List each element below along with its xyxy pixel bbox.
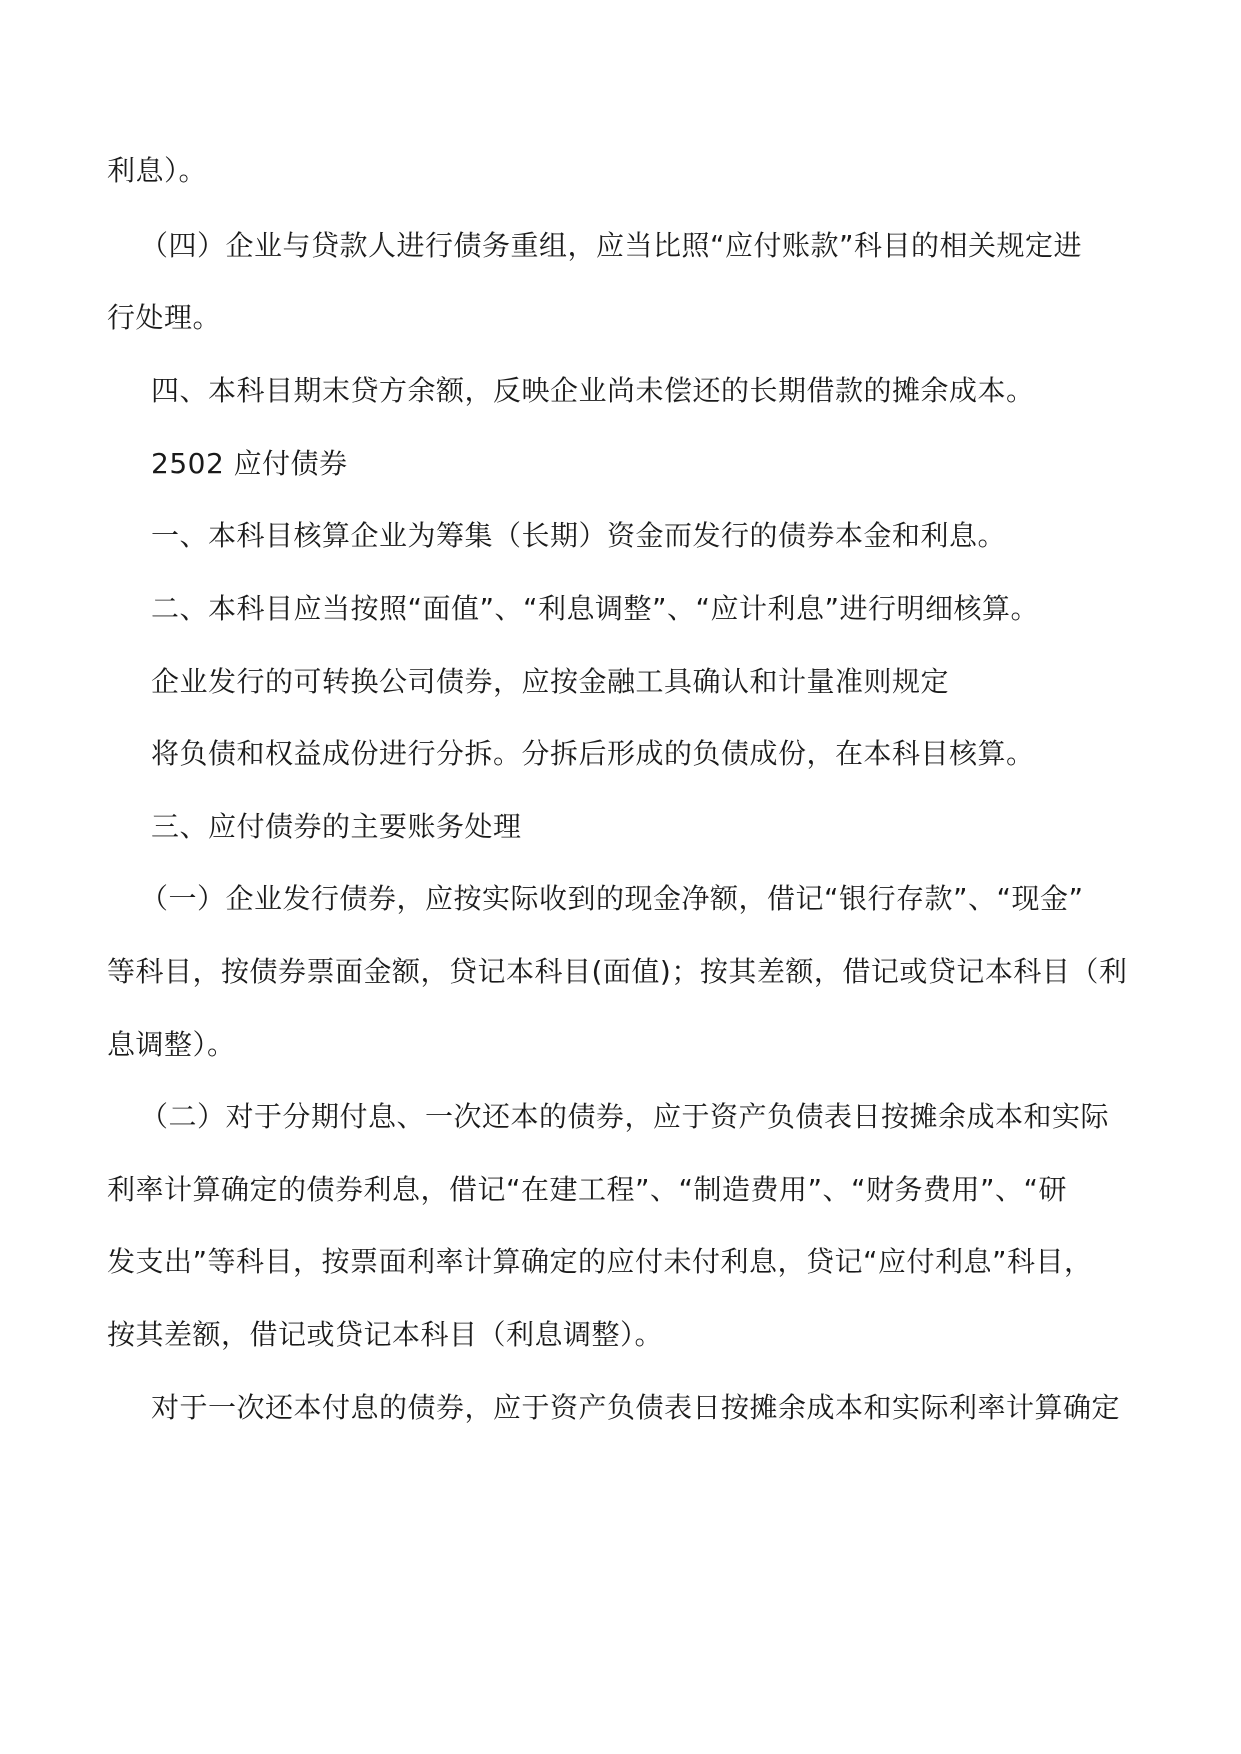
text-line: 等科目，按债券票面金额，贷记本科目(面值)；按其差额，借记或贷记本科目（利 (107, 955, 1128, 988)
text-line: （一）企业发行债券，应按实际收到的现金净额，借记“银行存款”、“现金” (140, 882, 1084, 915)
text-line: 按其差额，借记或贷记本科目（利息调整）。 (107, 1318, 664, 1351)
text-line: 将负债和权益成份进行分拆。分拆后形成的负债成份，在本科目核算。 (151, 737, 1035, 770)
text-line: 发支出”等科目，按票面利率计算确定的应付未付利息，贷记“应付利息”科目， (107, 1245, 1093, 1278)
text-line: 利息）。 (107, 154, 208, 187)
text-line: （四）企业与贷款人进行债务重组，应当比照“应付账款”科目的相关规定进 (140, 229, 1083, 262)
text-line: 息调整）。 (107, 1028, 236, 1061)
text-line: 三、应付债券的主要账务处理 (151, 810, 522, 843)
text-line: 企业发行的可转换公司债券，应按金融工具确认和计量准则规定 (151, 665, 950, 698)
section-heading: 2502 应付债券 (151, 447, 348, 480)
text-line: 行处理。 (107, 301, 222, 334)
text-line: 利率计算确定的债券利息，借记“在建工程”、“制造费用”、“财务费用”、“研 (107, 1173, 1068, 1206)
text-line: 四、本科目期末贷方余额，反映企业尚未偿还的长期借款的摊余成本。 (151, 374, 1035, 407)
text-line: （二）对于分期付息、一次还本的债券，应于资产负债表日按摊余成本和实际 (140, 1100, 1110, 1133)
text-line: 二、本科目应当按照“面值”、“利息调整”、“应计利息”进行明细核算。 (151, 592, 1040, 625)
text-line: 对于一次还本付息的债券，应于资产负债表日按摊余成本和实际利率计算确定 (151, 1391, 1121, 1424)
text-line: 一、本科目核算企业为筹集（长期）资金而发行的债券本金和利息。 (151, 519, 1007, 552)
